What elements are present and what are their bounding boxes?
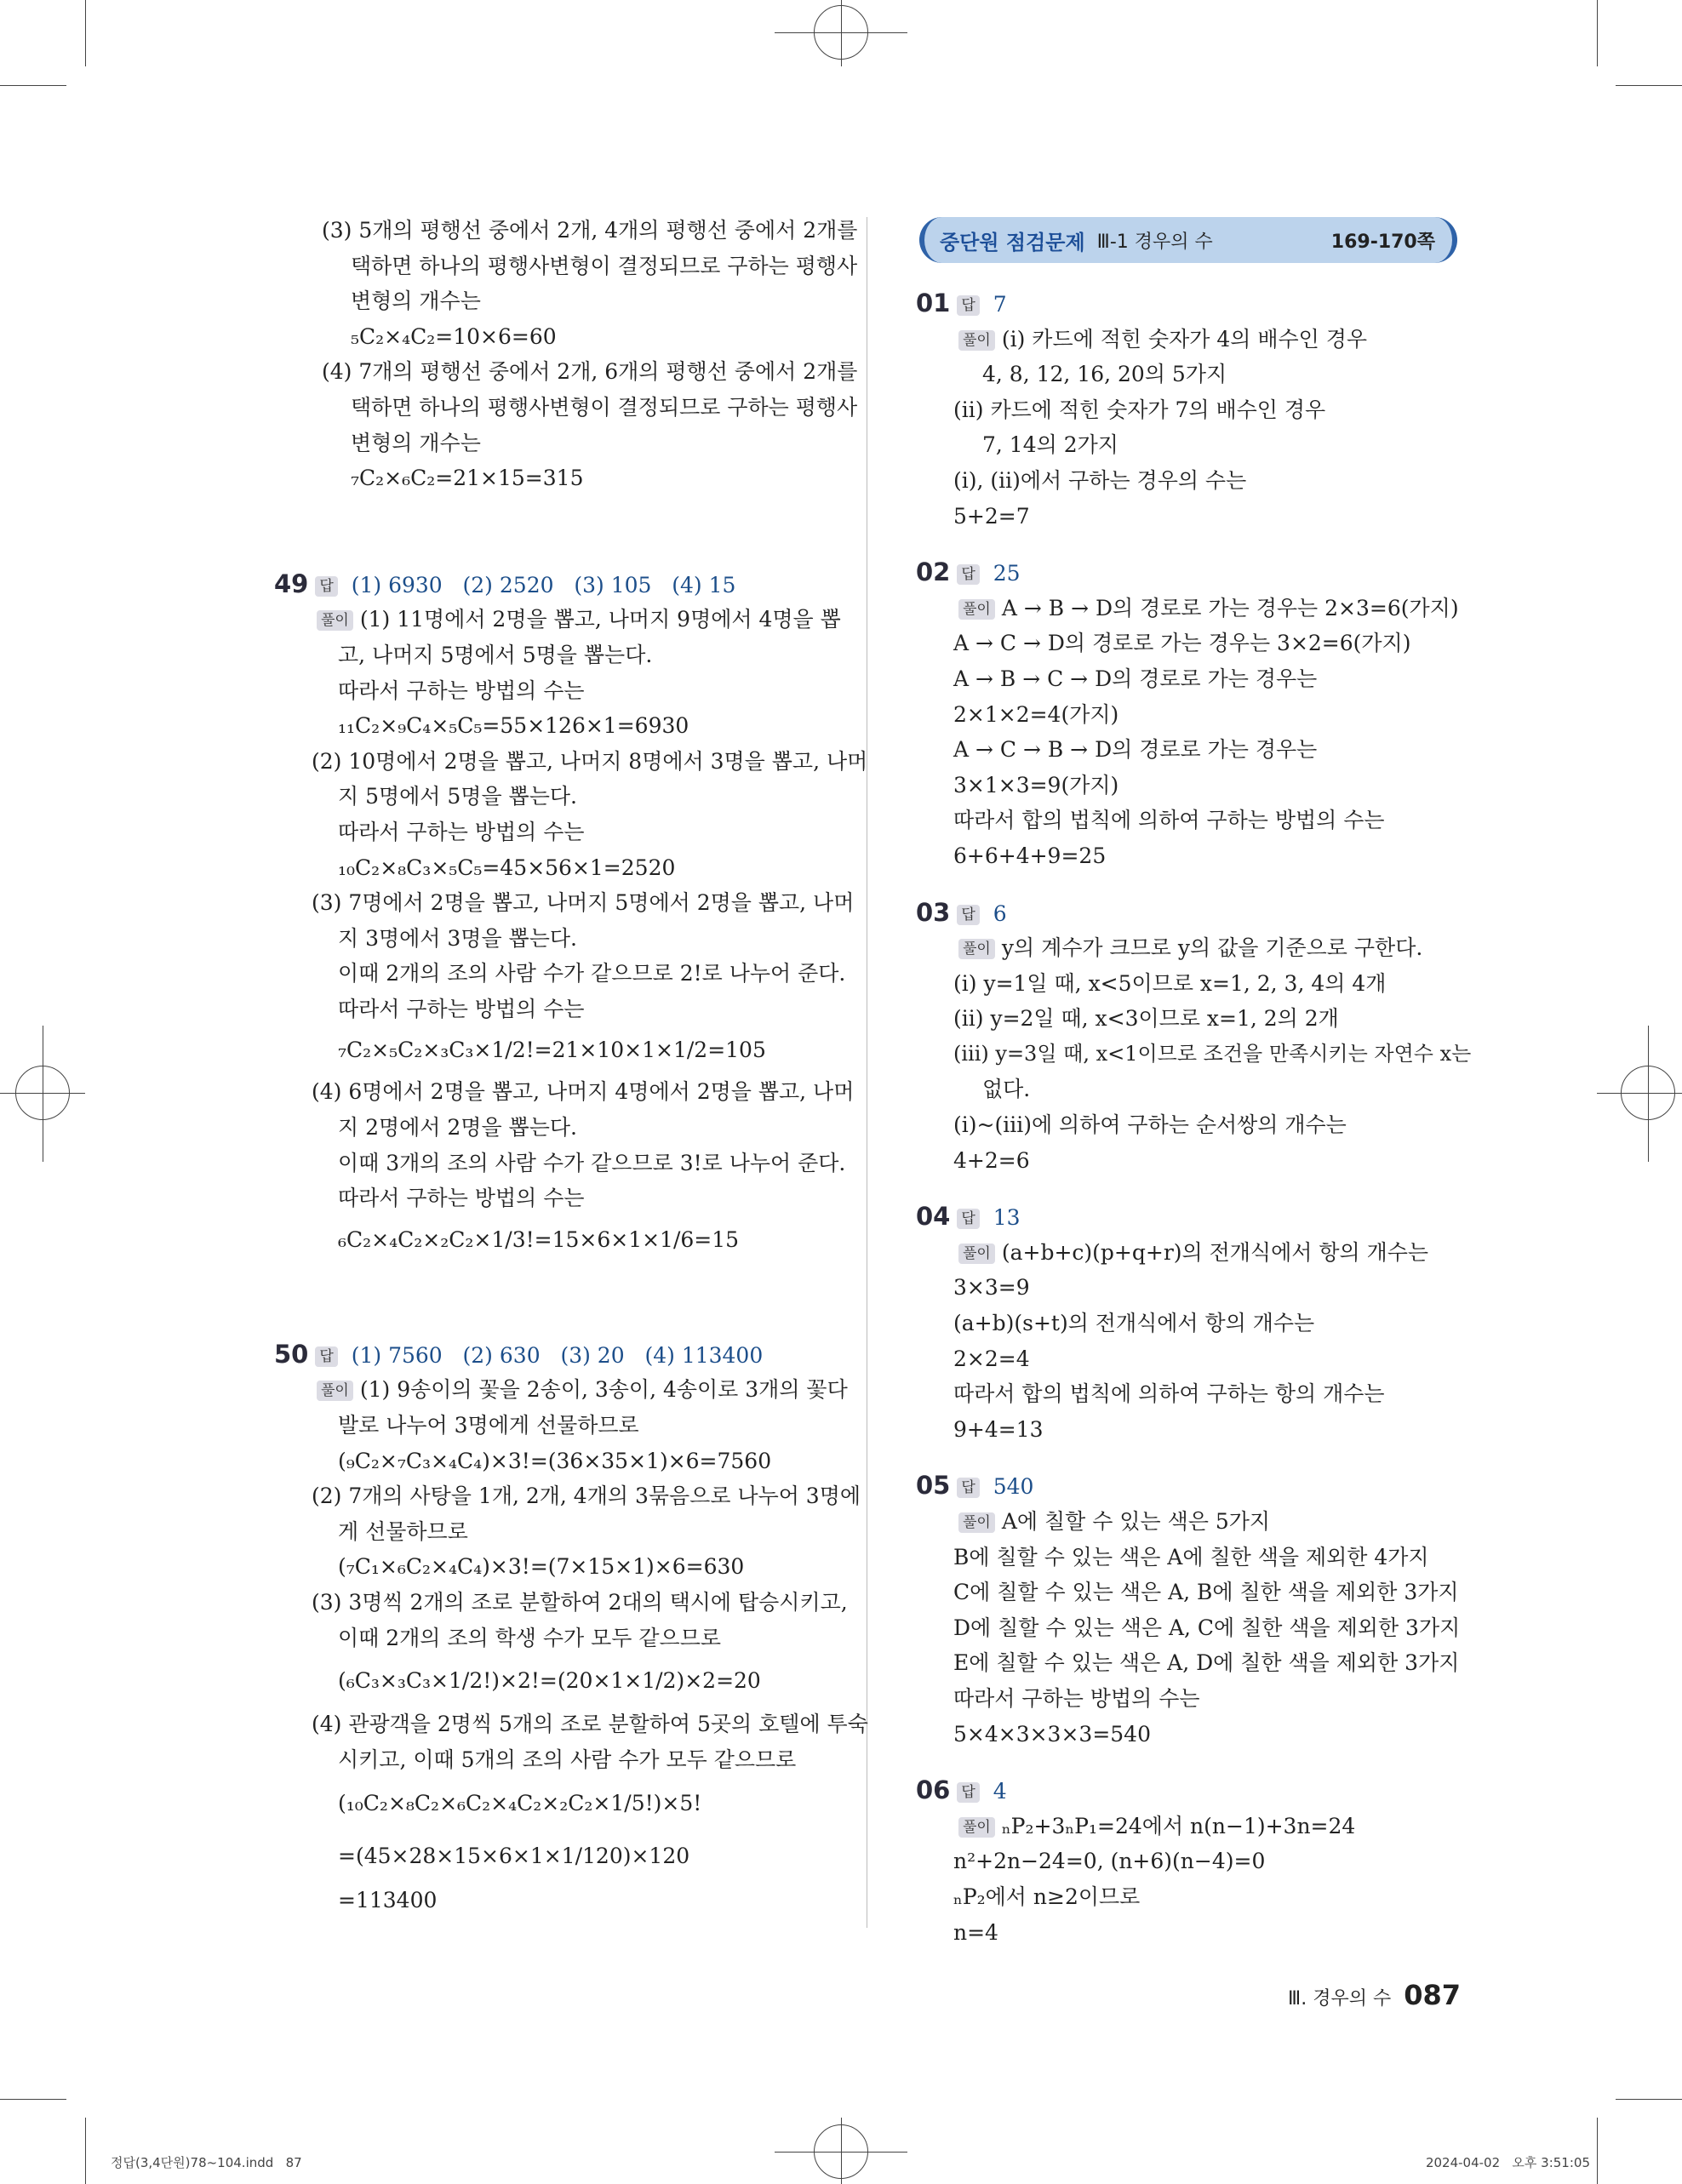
solution-line: 고, 나머지 5명에서 5명을 뽑는다.	[338, 642, 653, 667]
problem-number: 06	[916, 1775, 951, 1805]
problem-03	[916, 895, 1478, 1179]
answer-badge: 답	[957, 905, 979, 925]
answer-line	[274, 567, 853, 603]
solution-line: 발로 나누어 3명에게 선물하므로	[338, 1413, 639, 1438]
page-footer	[1288, 1979, 1461, 2011]
solution-line: A → B → D의 경로로 가는 경우는 2×3=6(가지)	[1001, 595, 1459, 620]
problem-50	[274, 1337, 868, 1918]
formula-line: (₆C₃×₃C₃×1/2!)×2!=(20×1×1/2)×2=20	[338, 1668, 761, 1694]
solution-line: A → C → B → D의 경로로 가는 경우는	[953, 737, 1318, 763]
solution-line: E에 칠할 수 있는 색은 A, D에 칠한 색을 제외한 3가지	[953, 1650, 1460, 1676]
solution-line: (ⅰ), (ⅱ)에서 구하는 경우의 수는	[953, 467, 1247, 493]
formula-line: =(45×28×15×6×1×1/120)×120	[338, 1844, 690, 1869]
problem-02	[916, 555, 1478, 873]
answer-text: 540	[993, 1474, 1034, 1500]
problem-04	[916, 1199, 1478, 1447]
answer-badge: 답	[957, 295, 979, 316]
formula-line: n=4	[953, 1919, 998, 1945]
answer-badge: 답	[957, 1478, 979, 1498]
solution-line: 3×1×3=9(가지)	[953, 772, 1119, 798]
answer-line	[916, 286, 1478, 322]
answer-line	[916, 555, 1478, 591]
formula-line: n²+2n−24=0, (n+6)(n−4)=0	[953, 1849, 1266, 1874]
solution-line: (ⅰ)~(ⅲ)에 의하여 구하는 순서쌍의 개수는	[953, 1112, 1347, 1138]
answer-line	[916, 1199, 1478, 1235]
solution-badge: 풀이	[317, 1381, 353, 1401]
solution-line: 따라서 구하는 방법의 수는	[338, 819, 585, 844]
solution-badge: 풀이	[958, 939, 995, 959]
problem-01	[916, 286, 1478, 534]
solution-line: A에 칠할 수 있는 색은 5가지	[1001, 1509, 1271, 1534]
solution-badge: 풀이	[958, 1512, 995, 1533]
crop-mark	[1616, 2099, 1682, 2100]
crop-mark	[1597, 0, 1598, 66]
solution-line: (4) 7개의 평행선 중에서 2개, 6개의 평행선 중에서 2개를	[322, 359, 858, 385]
footer-section: Ⅲ. 경우의 수	[1288, 1988, 1392, 2010]
answer-badge: 답	[957, 1209, 979, 1229]
answer-text: 25	[993, 561, 1021, 586]
solution-line: (1) 9송이의 꽃을 2송이, 3송이, 4송이로 3개의 꽃다	[359, 1377, 848, 1403]
formula-line: =113400	[338, 1888, 438, 1913]
timestamp-slug: 2024-04-02 오후 3:51:05	[1425, 2155, 1590, 2170]
formula-line: ₇C₂×₆C₂=21×15=315	[351, 466, 584, 491]
solution-line: (2) 10명에서 2명을 뽑고, 나머지 8명에서 3명을 뽑고, 나머	[312, 748, 868, 774]
solution-line: 택하면 하나의 평행사변형이 결정되므로 구하는 평행사	[351, 394, 858, 420]
solution-line: B에 칠할 수 있는 색은 A에 칠한 색을 제외한 4가지	[953, 1544, 1429, 1569]
solution-line: (a+b+c)(p+q+r)의 전개식에서 항의 개수는	[1001, 1239, 1429, 1265]
solution-line: 따라서 구하는 방법의 수는	[953, 1685, 1200, 1711]
right-column	[916, 286, 1478, 1950]
registration-mark-line	[1597, 1093, 1682, 1094]
solution-line: 이때 2개의 조의 사람 수가 같으므로 2!로 나누어 준다.	[338, 961, 846, 986]
crop-mark	[0, 2099, 66, 2100]
solution-badge: 풀이	[317, 610, 353, 631]
problem-49	[274, 567, 868, 1264]
formula-line: 5×4×3×3×3=540	[953, 1721, 1151, 1747]
formula-line: ₁₀C₂×₈C₃×₅C₅=45×56×1=2520	[338, 855, 676, 880]
solution-line: 없다.	[982, 1077, 1031, 1102]
formula-line: ₁₁C₂×₉C₄×₅C₅=55×126×1=6930	[338, 713, 689, 739]
solution-line: A → C → D의 경로로 가는 경우는 3×2=6(가지)	[953, 631, 1411, 656]
formula-line: 9+4=13	[953, 1416, 1044, 1442]
problem-06	[916, 1773, 1478, 1950]
solution-line: (1) 11명에서 2명을 뽑고, 나머지 9명에서 4명을 뽑	[359, 607, 841, 632]
answer-line	[916, 1773, 1478, 1809]
solution-line: ₙP₂에서 n≥2이므로	[953, 1884, 1141, 1909]
answer-text: (1) 6930 (2) 2520 (3) 105 (4) 15	[351, 572, 736, 597]
crop-mark	[1616, 85, 1682, 86]
problem-05	[916, 1468, 1478, 1752]
solution-line: (4) 관광객을 2명씩 5개의 조로 분할하여 5곳의 호텔에 투숙	[312, 1712, 868, 1737]
solution-line: 7, 14의 2가지	[982, 432, 1118, 458]
formula-line: 5+2=7	[953, 503, 1030, 529]
continued-solution	[274, 213, 858, 496]
formula-line: (₉C₂×₇C₃×₄C₄)×3!=(36×35×1)×6=7560	[338, 1448, 772, 1473]
solution-line: C에 칠할 수 있는 색은 A, B에 칠한 색을 제외한 3가지	[953, 1580, 1459, 1605]
formula-line: 2×2=4	[953, 1346, 1030, 1371]
solution-line: (4) 6명에서 2명을 뽑고, 나머지 4명에서 2명을 뽑고, 나머	[312, 1079, 855, 1105]
solution-line: 2×1×2=4(가지)	[953, 701, 1119, 727]
crop-mark	[85, 0, 86, 66]
answer-text: 4	[993, 1779, 1007, 1804]
formula-line: ₅C₂×₄C₂=10×6=60	[351, 323, 557, 349]
solution-line: (ⅲ) y=3일 때, x<1이므로 조건을 만족시키는 자연수 x는	[953, 1041, 1472, 1066]
solution-line: 지 2명에서 2명을 뽑는다.	[338, 1115, 577, 1141]
section-banner	[919, 217, 1457, 263]
answer-text: 13	[993, 1205, 1021, 1231]
formula-line: (₁₀C₂×₈C₂×₆C₂×₄C₂×₂C₂×1/5!)×5!	[338, 1791, 702, 1816]
file-slug: 정답(3,4단원)78~104.indd 87	[111, 2155, 302, 2170]
solution-line: 따라서 구하는 방법의 수는	[338, 677, 585, 703]
answer-text: 7	[993, 292, 1007, 317]
solution-line: 따라서 구하는 방법의 수는	[338, 1186, 585, 1211]
solution-line: (2) 7개의 사탕을 1개, 2개, 4개의 3묶음으로 나누어 3명에	[312, 1484, 861, 1509]
answer-text: 6	[993, 900, 1007, 926]
formula-line: (₇C₁×₆C₂×₄C₄)×3!=(7×15×1)×6=630	[338, 1554, 745, 1580]
problem-number: 03	[916, 897, 951, 927]
banner-subtitle: Ⅲ-1 경우의 수	[1096, 231, 1213, 253]
solution-line: (ⅱ) 카드에 적힌 숫자가 7의 배수인 경우	[953, 397, 1326, 422]
problem-number: 04	[916, 1202, 951, 1232]
banner-title: 중단원 점검문제	[940, 230, 1085, 254]
registration-mark-line	[1648, 1026, 1649, 1162]
answer-badge: 답	[957, 1782, 979, 1803]
solution-badge: 풀이	[958, 599, 995, 620]
problem-number: 49	[274, 569, 309, 598]
solution-line: 이때 3개의 조의 사람 수가 같으므로 3!로 나누어 준다.	[338, 1150, 846, 1175]
solution-line: (3) 3명씩 2개의 조로 분할하여 2대의 택시에 탑승시키고,	[312, 1590, 848, 1615]
solution-line: A → B → C → D의 경로로 가는 경우는	[953, 666, 1318, 691]
registration-mark-line	[841, 0, 842, 66]
solution-line: D에 칠할 수 있는 색은 A, C에 칠한 색을 제외한 3가지	[953, 1615, 1461, 1640]
solution-line: (a+b)(s+t)의 전개식에서 항의 개수는	[953, 1311, 1315, 1336]
solution-line: 지 3명에서 3명을 뽑는다.	[338, 925, 577, 951]
formula-line: 6+6+4+9=25	[953, 843, 1107, 868]
problem-number: 50	[274, 1339, 309, 1369]
answer-line	[916, 895, 1478, 931]
formula-line: ₇C₂×₅C₂×₃C₃×1/2!=21×10×1×1/2=105	[338, 1038, 766, 1063]
answer-line	[274, 1337, 853, 1373]
solution-line: (ⅰ) y=1일 때, x<5이므로 x=1, 2, 3, 4의 4개	[953, 970, 1387, 996]
registration-mark-line	[841, 2118, 842, 2184]
solution-line: (ⅰ) 카드에 적힌 숫자가 4의 배수인 경우	[1001, 326, 1368, 352]
left-column	[274, 213, 868, 1918]
solution-line: 택하면 하나의 평행사변형이 결정되므로 구하는 평행사	[351, 253, 858, 278]
problem-number: 01	[916, 289, 951, 317]
answer-line	[916, 1468, 1478, 1504]
banner-pages: 169-170쪽	[1330, 231, 1435, 253]
answer-badge: 답	[315, 576, 337, 597]
answer-text: (1) 7560 (2) 630 (3) 20 (4) 113400	[351, 1342, 764, 1368]
answer-badge: 답	[315, 1346, 337, 1367]
solution-line: (3) 5개의 평행선 중에서 2개, 4개의 평행선 중에서 2개를	[322, 218, 858, 243]
solution-badge: 풀이	[958, 1817, 995, 1838]
solution-line: 변형의 개수는	[351, 289, 481, 314]
solution-badge: 풀이	[958, 330, 995, 351]
formula-line: 4+2=6	[953, 1147, 1030, 1173]
crop-mark	[0, 85, 66, 86]
solution-badge: 풀이	[958, 1244, 995, 1264]
crop-mark	[85, 2118, 86, 2184]
page-number: 087	[1404, 1979, 1461, 2011]
solution-line: 이때 2개의 조의 학생 수가 모두 같으므로	[338, 1625, 721, 1650]
crop-mark	[1597, 2118, 1598, 2184]
solution-line: y의 계수가 크므로 y의 값을 기준으로 구한다.	[1001, 935, 1423, 961]
solution-line: 따라서 구하는 방법의 수는	[338, 996, 585, 1021]
solution-line: 4, 8, 12, 16, 20의 5가지	[982, 362, 1227, 387]
problem-number: 05	[916, 1471, 951, 1501]
formula-line: ₆C₂×₄C₂×₂C₂×1/3!=15×6×1×1/6=15	[338, 1226, 740, 1252]
formula-line: 3×3=9	[953, 1275, 1030, 1301]
solution-line: 지 5명에서 5명을 뽑는다.	[338, 784, 577, 809]
solution-line: 변형의 개수는	[351, 430, 481, 455]
solution-line: 따라서 합의 법칙에 의하여 구하는 방법의 수는	[953, 808, 1385, 833]
solution-line: (ⅱ) y=2일 때, x<3이므로 x=1, 2의 2개	[953, 1006, 1339, 1032]
solution-line: 게 선물하므로	[338, 1518, 468, 1544]
problem-number: 02	[916, 557, 951, 587]
solution-line: (3) 7명에서 2명을 뽑고, 나머지 5명에서 2명을 뽑고, 나머	[312, 890, 855, 916]
solution-line: ₙP₂+3ₙP₁=24에서 n(n−1)+3n=24	[1001, 1813, 1356, 1838]
solution-line: 시키고, 이때 5개의 조의 사람 수가 모두 같으므로	[338, 1747, 797, 1772]
answer-badge: 답	[957, 564, 979, 585]
solution-line: 따라서 합의 법칙에 의하여 구하는 항의 개수는	[953, 1381, 1385, 1407]
